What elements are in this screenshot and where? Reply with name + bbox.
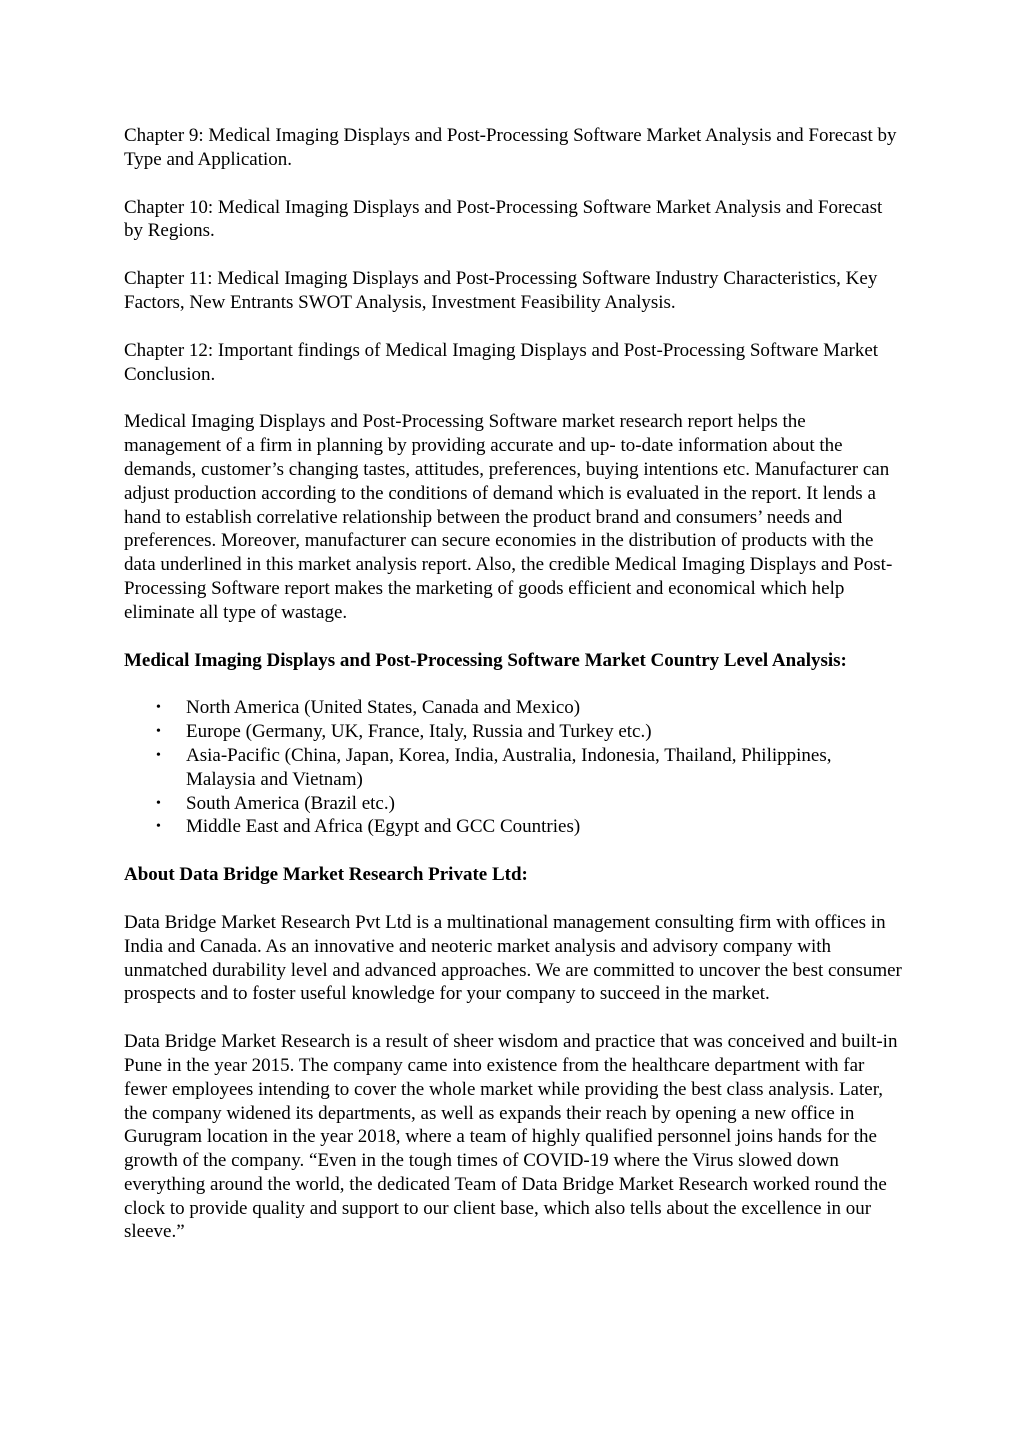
bullet-icon: • — [156, 819, 161, 835]
chapter-9-text: Chapter 9: Medical Imaging Displays and Post-Processing Software Market Analysis and Forecast by Type and Application. — [124, 125, 897, 170]
chapter-11-text: Chapter 11: Medical Imaging Displays and Post-Processing Software Industry Characteristics, Key Factors, New Entrants SWOT Analysis, Investment Feasibility Analysis. — [124, 268, 878, 313]
bullet-icon: • — [156, 724, 161, 740]
bullet-icon: • — [156, 795, 161, 811]
bullet-icon: • — [156, 700, 161, 716]
country-level-analysis-heading: Medical Imaging Displays and Post-Processing Software Market Country Level Analysis: — [124, 649, 847, 671]
about-company-paragraph-2: Data Bridge Market Research is a result of sheer wisdom and practice that was conceived and built-in Pune in the year 2015. The company came into existence from the healthcare department with far fewer employees intending to cover the whole market while providing the best class analysis. Later, the company widened its departments, as well as expands their reach by opening a new office in Gurugram location in the year 2018, where a team of highly qualified personnel joins hands for the growth of the company. “Even in the tough times of COVID-19 where the Virus slowed down everything around the world, the dedicated Team of Data Bridge Market Research worked round the clock to provide quality and support to our client base, which also tells about the excellence in our sleeve.” — [124, 1031, 898, 1243]
document-body — [124, 124, 904, 1268]
list-item — [124, 792, 904, 816]
list-item — [124, 696, 904, 720]
chapter-12-text: Chapter 12: Important findings of Medical Imaging Displays and Post-Processing Software Market Conclusion. — [124, 339, 879, 385]
list-item — [124, 815, 904, 839]
report-description-paragraph: Medical Imaging Displays and Post-Processing Software market research report helps the management of a firm in planning by providing accurate and up- to-date information about the demands, customer’s changing tastes, attitudes, preferences, buying intentions etc. Manufacturer can adjust production according to the conditions of demand which is evaluated in the report. It lends a hand to establish correlative relationship between the product brand and consumers’ needs and preferences. Moreover, manufacturer can secure economies in the distribution of products with the data underlined in this market analysis report. Also, the credible Medical Imaging Displays and Post-Processing Software report makes the marketing of goods efficient and economical which help eliminate all type of wastage. — [124, 411, 893, 623]
about-company-paragraph-1: Data Bridge Market Research Pvt Ltd is a multinational management consulting firm with offices in India and Canada. As an innovative and neoteric market analysis and advisory company with unmatched durability level and advanced approaches. We are committed to uncover the best consumer prospects and to foster useful knowledge for your company to succeed in the market. — [124, 911, 902, 1005]
list-item — [124, 720, 904, 744]
region-south-america: South America (Brazil etc.) — [186, 792, 395, 814]
region-middle-east-africa: Middle East and Africa (Egypt and GCC Countries) — [186, 816, 581, 838]
chapter-10-text: Chapter 10: Medical Imaging Displays and Post-Processing Software Market Analysis and Forecast by Regions. — [124, 196, 883, 242]
about-company-heading: About Data Bridge Market Research Private Ltd: — [124, 864, 528, 886]
bullet-icon: • — [156, 747, 161, 763]
region-list — [124, 696, 904, 839]
region-north-america: North America (United States, Canada and Mexico) — [186, 697, 581, 719]
region-asia-pacific: Asia-Pacific (China, Japan, Korea, India, Australia, Indonesia, Thailand, Philippines, Malaysia and Vietnam) — [186, 744, 832, 790]
region-europe: Europe (Germany, UK, France, Italy, Russia and Turkey etc.) — [186, 721, 652, 743]
list-item — [124, 744, 904, 792]
